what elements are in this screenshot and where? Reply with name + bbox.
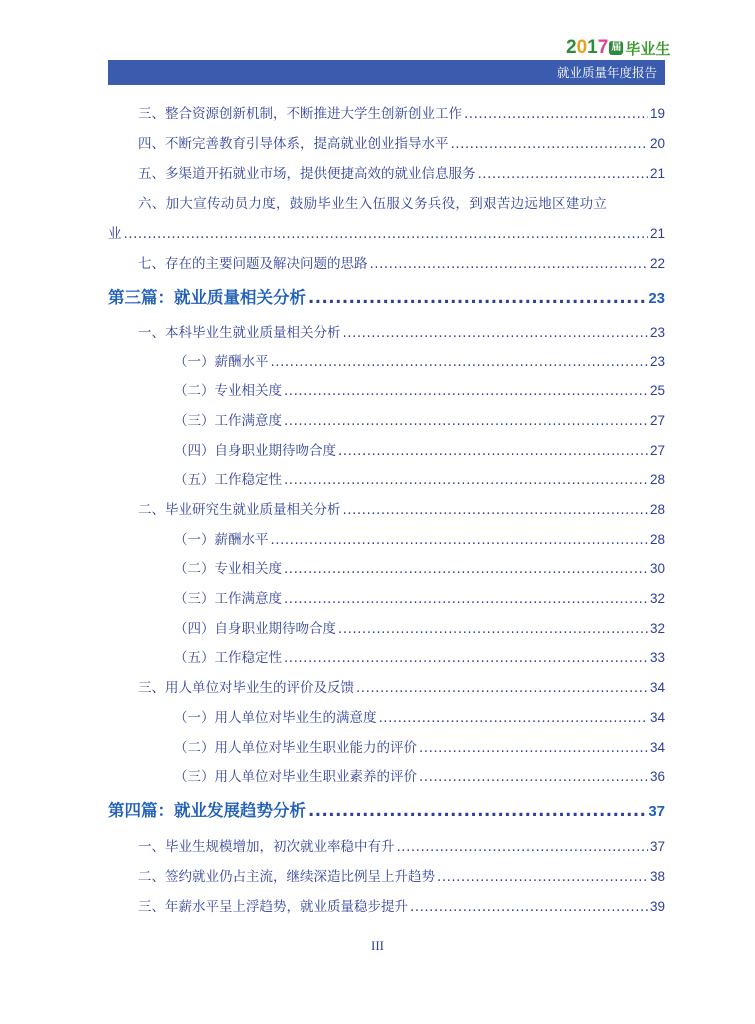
- toc-entry-page: 36: [649, 769, 665, 784]
- toc-leader-dots: [343, 323, 648, 343]
- toc-leader-dots: [284, 411, 648, 431]
- report-subtitle: 就业质量年度报告: [556, 65, 657, 80]
- toc-entry-page: 28: [649, 502, 665, 517]
- toc-entry[interactable]: [108, 678, 665, 698]
- toc-entry-title: （二）用人单位对毕业生职业能力的评价: [174, 740, 417, 756]
- toc-entry-title: （四）自身职业期待吻合度: [174, 443, 336, 459]
- toc-entry-page: 30: [649, 561, 665, 576]
- toc-leader-dots: [284, 589, 648, 609]
- toc-entry[interactable]: [108, 323, 665, 343]
- toc-entry-title: 业: [108, 226, 122, 242]
- page-number: III: [371, 938, 384, 953]
- toc-entry-title: （一）用人单位对毕业生的满意度: [174, 710, 377, 726]
- logo-text: 毕业生: [625, 39, 671, 58]
- toc-entry-title: 二、签约就业仍占主流，继续深造比例呈上升趋势: [138, 869, 435, 885]
- toc-leader-dots: [437, 867, 648, 887]
- toc-leader-dots: [478, 164, 648, 184]
- toc-entry-title: （二）专业相关度: [174, 561, 282, 577]
- toc-entry-page: 23: [649, 354, 665, 369]
- toc-leader-dots: [308, 287, 646, 309]
- toc-entry-page: 20: [649, 136, 665, 151]
- toc-entry-title: 七、存在的主要问题及解决问题的思路: [138, 256, 368, 272]
- toc-leader-dots: [284, 559, 648, 579]
- toc-entry-page: 27: [649, 413, 665, 428]
- toc-section[interactable]: [108, 287, 665, 310]
- toc-subentry[interactable]: [108, 441, 665, 461]
- toc-leader-dots: [410, 897, 648, 917]
- toc-section-page: 23: [648, 290, 665, 307]
- toc-entry-page: 38: [649, 869, 665, 884]
- toc-leader-dots: [464, 104, 648, 124]
- toc-subentry[interactable]: [108, 648, 665, 668]
- toc-entry[interactable]: [108, 254, 665, 274]
- toc-entry-page: 34: [649, 680, 665, 695]
- header-bar: [108, 60, 665, 85]
- logo-digit: 7: [597, 37, 609, 58]
- logo-digit: 0: [576, 37, 588, 58]
- toc-entry[interactable]: [108, 897, 665, 917]
- toc-subentry[interactable]: [108, 767, 665, 787]
- toc-leader-dots: [271, 352, 648, 372]
- toc-entry-title: 五、多渠道开拓就业市场，提供便捷高效的就业信息服务: [138, 166, 476, 182]
- toc-entry-page: 23: [649, 325, 665, 340]
- toc-leader-dots: [397, 837, 648, 857]
- toc-entry-title: （一）薪酬水平: [174, 532, 269, 548]
- toc-entry-title: 四、不断完善教育引导体系，提高就业创业指导水平: [138, 136, 449, 152]
- toc-entry-page: 39: [649, 899, 665, 914]
- toc-entry-title: （四）自身职业期待吻合度: [174, 621, 336, 637]
- toc-entry-page: 34: [649, 710, 665, 725]
- toc-subentry[interactable]: [108, 530, 665, 550]
- toc-section-title: 第三篇：就业质量相关分析: [108, 288, 306, 307]
- toc-entry-title: （三）工作满意度: [174, 413, 282, 429]
- toc-entry-title: 二、毕业研究生就业质量相关分析: [138, 502, 341, 518]
- toc-entry[interactable]: [108, 164, 665, 184]
- logo-digit: 2: [566, 37, 577, 58]
- toc-entry[interactable]: [108, 224, 665, 244]
- toc-entry-page: 32: [649, 591, 665, 606]
- toc-entry-page: 28: [649, 472, 665, 487]
- logo-digit: 1: [587, 37, 598, 58]
- toc-leader-dots: [124, 224, 648, 244]
- toc-entry-page: 34: [649, 740, 665, 755]
- toc-entry-title: 一、毕业生规模增加，初次就业率稳中有升: [138, 839, 395, 855]
- toc-entry-page: 27: [649, 443, 665, 458]
- toc-leader-dots: [338, 441, 648, 461]
- toc-entry-page: 37: [649, 839, 665, 854]
- toc-section-title: 第四篇：就业发展趋势分析: [108, 801, 306, 820]
- toc-leader-dots: [284, 648, 648, 668]
- toc-entry-title: 一、本科毕业生就业质量相关分析: [138, 325, 341, 341]
- toc-leader-dots: [419, 767, 648, 787]
- toc-entry-title: （三）用人单位对毕业生职业素养的评价: [174, 769, 417, 785]
- toc-entry-page: 25: [649, 383, 665, 398]
- toc-entry[interactable]: [108, 500, 665, 520]
- toc-entry-page: 28: [649, 532, 665, 547]
- toc-entry-title: （二）专业相关度: [174, 383, 282, 399]
- toc-leader-dots: [451, 134, 648, 154]
- toc-entry-page: 22: [649, 256, 665, 271]
- toc-entry-page: 32: [649, 621, 665, 636]
- toc-entry-title: （五）工作稳定性: [174, 650, 282, 666]
- toc-subentry[interactable]: [108, 381, 665, 401]
- toc-subentry[interactable]: [108, 589, 665, 609]
- toc-section-page: 37: [648, 803, 665, 820]
- toc-entry-title: （一）薪酬水平: [174, 354, 269, 370]
- toc-subentry[interactable]: [108, 738, 665, 758]
- toc-entry-page: 19: [649, 106, 665, 121]
- toc-leader-dots: [308, 800, 646, 822]
- toc-entry-title-line1[interactable]: 六、加大宣传动员力度，鼓励毕业生入伍服义务兵役，到艰苦边远地区建功立: [138, 196, 608, 212]
- toc-entry-title: 三、用人单位对毕业生的评价及反馈: [138, 680, 354, 696]
- toc-leader-dots: [379, 708, 648, 728]
- toc-leader-dots: [338, 619, 648, 639]
- toc-entry-page: 33: [649, 650, 665, 665]
- toc-subentry[interactable]: [108, 470, 665, 490]
- toc-leader-dots: [419, 738, 648, 758]
- toc-entry[interactable]: [108, 104, 665, 124]
- toc-entry-title: 三、年薪水平呈上浮趋势，就业质量稳步提升: [138, 899, 408, 915]
- toc-subentry[interactable]: [108, 411, 665, 431]
- toc-leader-dots: [271, 530, 648, 550]
- toc-entry-title: （三）工作满意度: [174, 591, 282, 607]
- toc-entry-title: （五）工作稳定性: [174, 472, 282, 488]
- toc-subentry[interactable]: [108, 708, 665, 728]
- report-logo: [566, 38, 670, 58]
- toc-entry-page: 21: [649, 166, 665, 181]
- toc-subentry[interactable]: [108, 352, 665, 372]
- toc-leader-dots: [356, 678, 648, 698]
- toc-entry-title: 三、整合资源创新机制，不断推进大学生创新创业工作: [138, 106, 462, 122]
- toc-entry-page: 21: [649, 226, 665, 241]
- toc-leader-dots: [284, 470, 648, 490]
- toc-entry[interactable]: [108, 134, 665, 154]
- toc-leader-dots: [284, 381, 648, 401]
- toc-subentry[interactable]: [108, 559, 665, 579]
- toc-entry[interactable]: [108, 837, 665, 857]
- toc-entry[interactable]: [108, 867, 665, 887]
- toc-leader-dots: [370, 254, 648, 274]
- toc-section[interactable]: [108, 800, 665, 823]
- toc-leader-dots: [343, 500, 648, 520]
- logo-badge: 届: [611, 42, 622, 53]
- toc-subentry[interactable]: [108, 619, 665, 639]
